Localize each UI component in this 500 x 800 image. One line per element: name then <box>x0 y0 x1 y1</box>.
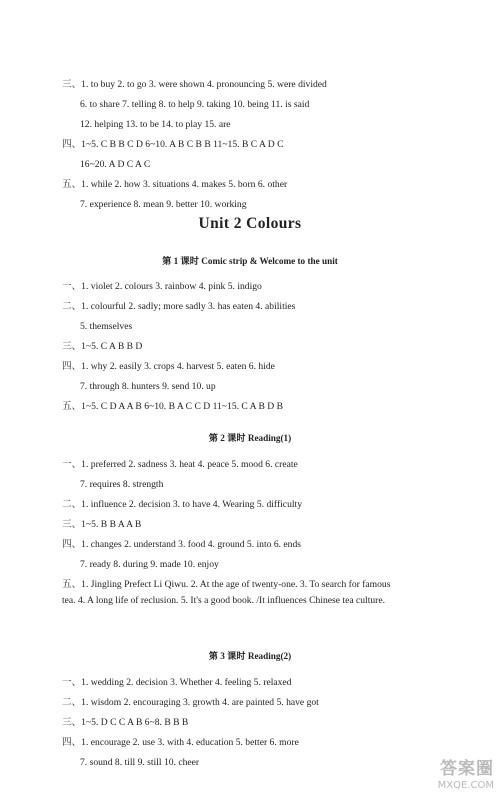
watermark-url: MXQE.COM <box>437 780 494 791</box>
answer-line: 7. through 8. hunters 9. send 10. up <box>80 381 216 392</box>
answer-line: 四、1. changes 2. understand 3. food 4. ground 5. into 6. ends <box>62 539 302 550</box>
answer-line: 5. themselves <box>80 321 133 332</box>
section-title: 第 3 课时 Reading(2) <box>208 651 292 661</box>
answer-line: 五、1~5. C D A A B 6~10. B A C C D 11~15. C A B D B <box>62 401 283 412</box>
answer-line: 三、1~5. C A B B D <box>62 341 143 352</box>
answer-line: 7. requires 8. strength <box>80 479 164 490</box>
answer-line: 7. ready 8. during 9. made 10. enjoy <box>80 559 219 570</box>
answer-paragraph: 五、1. Jingling Prefect Li Qiwu. 2. At the age of twenty-one. 3. To search for famous tea. 4. A long life of reclusion. 5. It's a good book. /It influences Chinese tea culture. <box>62 579 391 606</box>
answer-line: 6. to share 7. telling 8. to help 9. taking 10. being 11. is said <box>80 99 310 110</box>
section-title: 第 1 课时 Comic strip & Welcome to the unit <box>162 256 338 266</box>
watermark-text: 答案圈 <box>440 759 494 779</box>
watermark-logo <box>414 758 494 796</box>
answer-line: 五、1. while 2. how 3. situations 4. makes 5. born 6. other <box>62 179 288 190</box>
answer-line: 三、1~5. D C C A B 6~8. B B B <box>62 717 189 728</box>
answer-line: 四、1~5. C B B C D 6~10. A B C B B 11~15. B C A D C <box>62 139 284 150</box>
answer-line: 四、1. why 2. easily 3. crops 4. harvest 5. eaten 6. hide <box>62 361 275 372</box>
answer-line: 三、1. to buy 2. to go 3. were shown 4. pronouncing 5. were divided <box>62 79 327 90</box>
answer-line: 16~20. A D C A C <box>80 159 151 170</box>
section-title: 第 2 课时 Reading(1) <box>208 433 292 443</box>
unit-title: Unit 2 Colours <box>198 215 302 232</box>
answer-line: 7. sound 8. till 9. still 10. cheer <box>80 757 200 768</box>
answer-line: 二、1. colourful 2. sadly; more sadly 3. has eaten 4. abilities <box>62 301 296 312</box>
answer-line: 7. experience 8. mean 9. better 10. working <box>80 199 247 210</box>
answer-line: 一、1. violet 2. colours 3. rainbow 4. pink 5. indigo <box>62 281 262 292</box>
answer-line: 二、1. influence 2. decision 3. to have 4. Wearing 5. difficulty <box>62 499 302 510</box>
answer-line: 二、1. wisdom 2. encouraging 3. growth 4. are painted 5. have got <box>62 697 319 708</box>
answer-line: 一、1. preferred 2. sadness 3. heat 4. peace 5. mood 6. create <box>62 459 298 470</box>
answer-line: 12. helping 13. to be 14. to play 15. are <box>80 119 231 130</box>
answer-line: 四、1. encourage 2. use 3. with 4. education 5. better 6. more <box>62 737 299 748</box>
answer-line: 三、1~5. B B A A B <box>62 519 142 530</box>
answer-line: 一、1. wedding 2. decision 3. Whether 4. feeling 5. relaxed <box>62 677 292 688</box>
